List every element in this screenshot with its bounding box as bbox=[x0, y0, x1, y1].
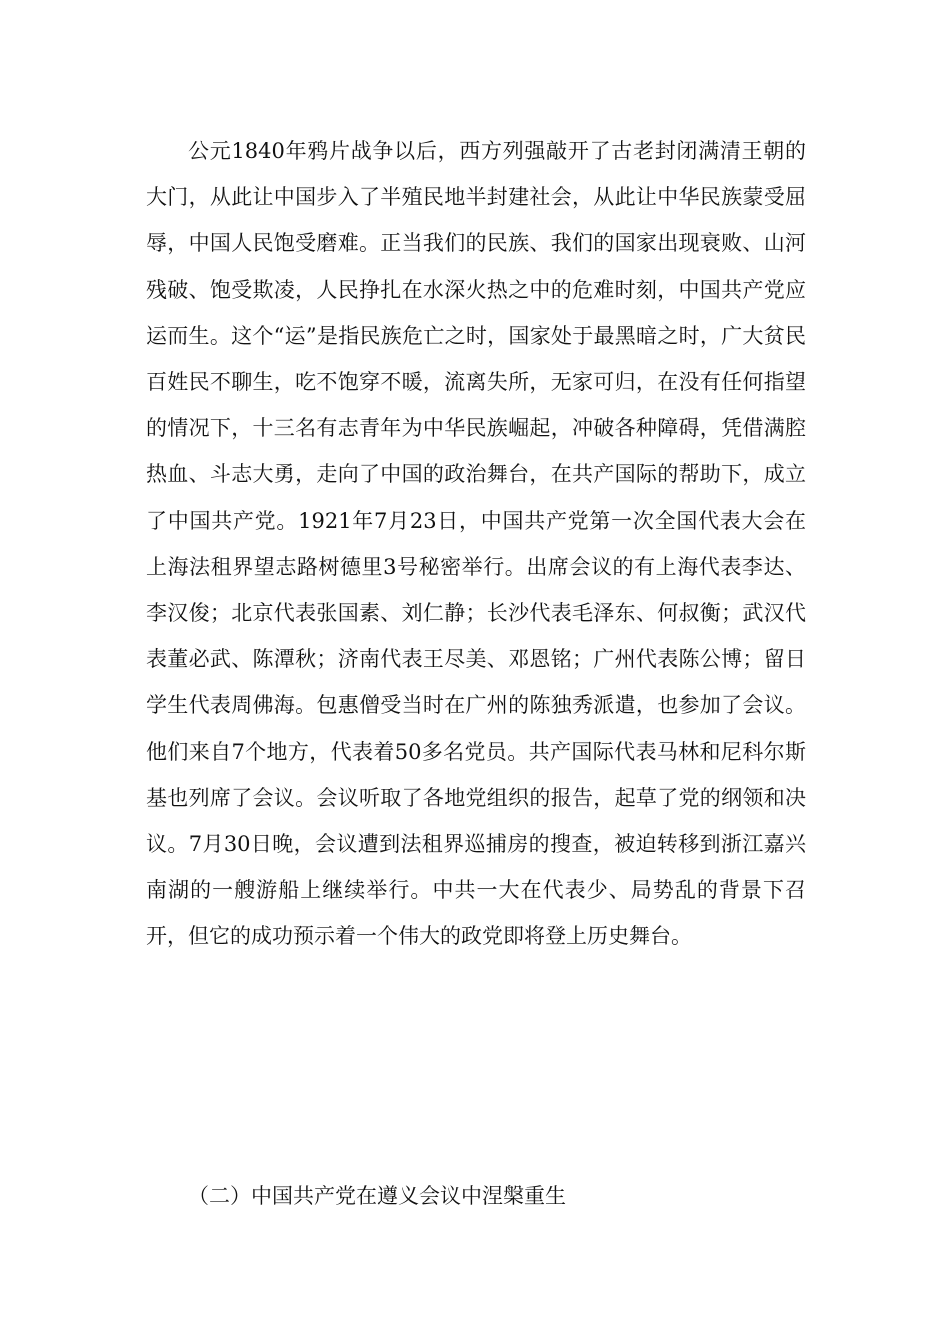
body-paragraph: 公元1840年鸦片战争以后，西方列强敲开了古老封闭满清王朝的大门，从此让中国步入了半殖民地半封建社会，从此让中华民族蒙受屈辱，中国人民饱受磨难。正当我们的民族、我们的国家出现衰败、山河残破、饱受欺凌，人民挣扎在水深火热之中的危难时刻，中国共产党应运而生。这个“运”是指民族危亡之时，国家处于最黑暗之时，广大贫民百姓民不聊生，吃不饱穿不暖，流离失所，无家可归，在没有任何指望的情况下，十三名有志青年为中华民族崛起，冲破各种障碍，凭借满腔热血、斗志大勇，走向了中国的政治舞台，在共产国际的帮助下，成立了中国共产党。1921年7月23日，中国共产党第一次全国代表大会在上海法租界望志路树德里3号秘密举行。出席会议的有上海代表李达、李汉俊；北京代表张国素、刘仁静；长沙代表毛泽东、何叔衡；武汉代表董必武、陈潭秋；济南代表王尽美、邓恩铭；广州代表陈公博；留日学生代表周佛海。包惠僧受当时在广州的陈独秀派遣，也参加了会议。他们来自7个地方，代表着50多名党员。共产国际代表马林和尼科尔斯基也列席了会议。会议听取了各地党组织的报告，起草了党的纲领和决议。7月30日晚，会议遭到法租界巡捕房的搜查，被迫转移到浙江嘉兴南湖的一艘游船上继续举行。中共一大在代表少、局势乱的背景下召开，但它的成功预示着一个伟大的政党即将登上历史舞台。 bbox=[146, 139, 806, 949]
section-heading: （二）中国共产党在遵义会议中涅槃重生 bbox=[188, 1184, 566, 1208]
